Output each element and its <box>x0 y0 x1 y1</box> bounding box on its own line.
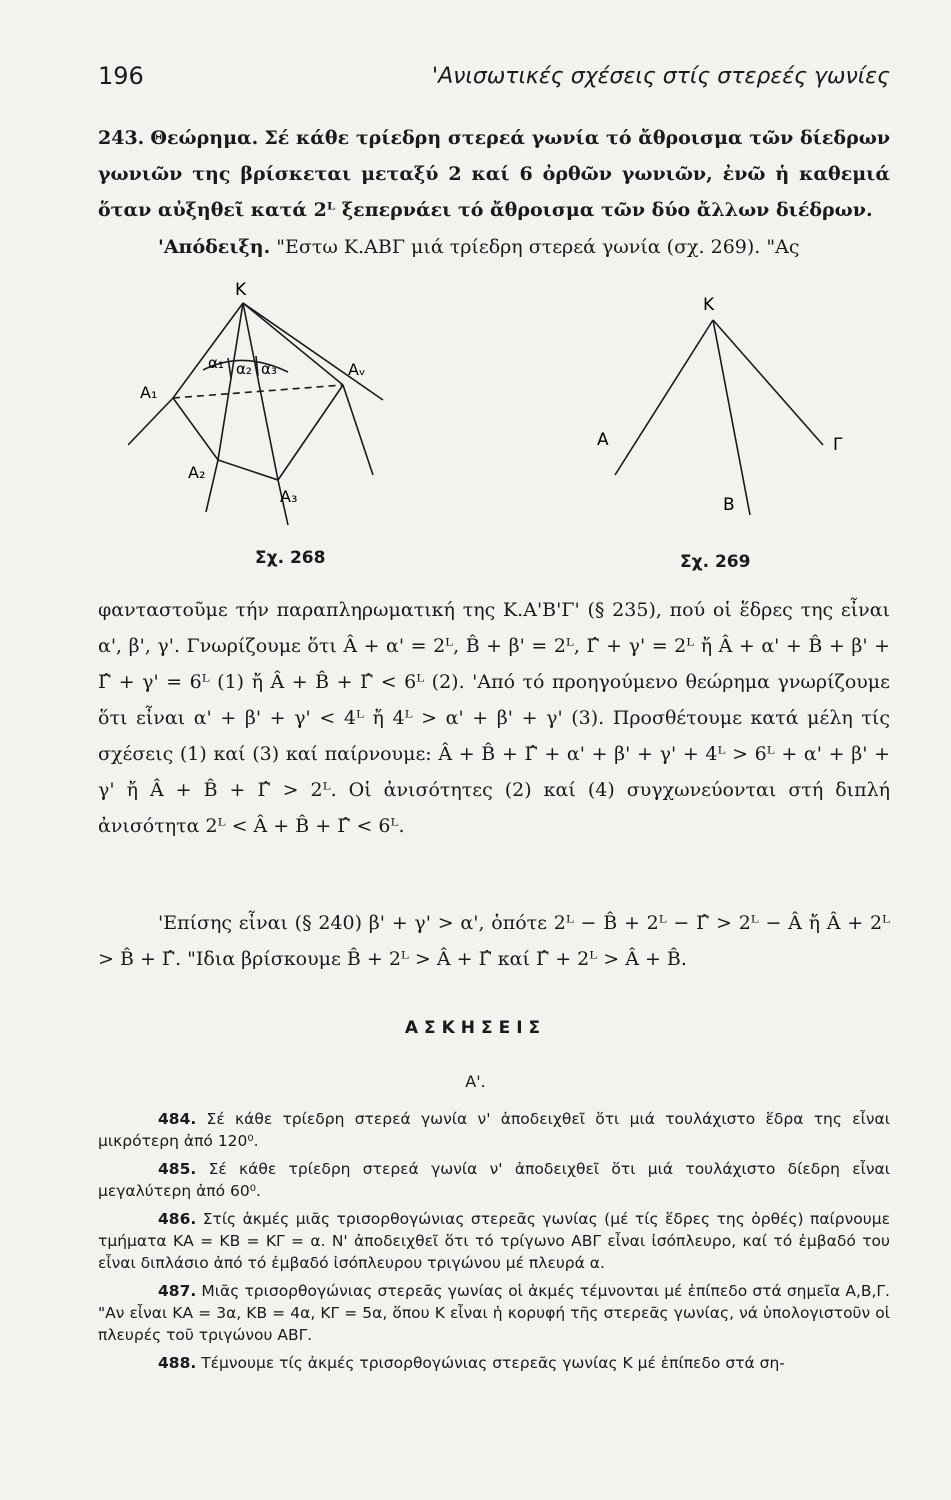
edge-a1-ext <box>128 398 173 445</box>
edge-k-a <box>615 320 713 475</box>
exercise-text: Σέ κάθε τρίεδρη στερεά γωνία ν' ἀποδειχθεῖ ὅτι μιά τουλάχιστο δίεδρη εἶναι μεγαλύτερη ἀπό 60⁰. <box>98 1160 890 1200</box>
hidden-edge <box>173 385 343 398</box>
exercise-text: Μιᾶς τρισορθογώνιας στερεᾶς γωνίας οἱ ἀκμές τέμνονται μέ ἐπίπεδο στά σημεῖα Α,Β,Γ. "Αν εἶναι ΚΑ = 3α, ΚΒ = 4α, ΚΓ = 5α, ὅπου Κ εἶναι ἡ κορυφή τῆς στερεᾶς γωνίας, νά ὑπολογιστοῦν οἱ πλευρές τοῦ τριγώνου ΑΒΓ. <box>98 1282 890 1344</box>
theorem-243 <box>98 120 890 228</box>
exercise-number: 486. <box>158 1210 197 1228</box>
proof-label: 'Απόδειξη. <box>158 236 271 258</box>
figure-269 <box>585 290 875 580</box>
running-title: 'Ανισωτικές σχέσεις στίς στερεές γωνίες <box>432 64 890 89</box>
exercise-number: 485. <box>158 1160 197 1178</box>
theorem-text: Σέ κάθε τρίεδρη στερεά γωνία τό ἄθροισμα τῶν δίεδρων γωνιῶν της βρίσκεται μεταξύ 2 καί 6 ὀρθῶν γωνιῶν, ἐνῶ ἡ καθεμιά ὅταν αὐξηθεῖ κατά 2ᴸ ξεπερνάει τό ἄθροισμα τῶν δύο ἄλλων διέδρων. <box>98 127 891 221</box>
label-k: K <box>235 280 247 300</box>
edge-k-b <box>713 320 750 515</box>
label-b: B <box>723 495 735 515</box>
proof-start <box>98 229 890 265</box>
page-header <box>98 62 890 102</box>
edge-a2-ext <box>206 460 218 512</box>
caption-269: Σχ. 269 <box>680 552 751 572</box>
exercise-text: Τέμνουμε τίς ἀκμές τρισορθογώνιας στερεᾶς γωνίας Κ μέ ἐπίπεδο στά ση- <box>201 1354 785 1372</box>
exercise-item <box>98 1280 890 1346</box>
exercise-item <box>98 1208 890 1274</box>
figure-268 <box>128 280 398 580</box>
section-subtitle: Α'. <box>465 1072 486 1091</box>
label-g: Γ <box>833 435 843 455</box>
exercise-item <box>98 1108 890 1152</box>
section-title: ΑΣΚΗΣΕΙΣ <box>404 1018 547 1038</box>
label-alpha2: α₂ <box>236 360 252 378</box>
proof-paragraph-2: 'Επίσης εἶναι (§ 240) β' + γ' > α', ὁπότε 2ᴸ − B̂ + 2ᴸ − Γ̂ > 2ᴸ − Â ἤ Â + 2ᴸ > B̂ + Γ̂. "Ιδια βρίσκουμε B̂ + 2ᴸ > Â + Γ̂ καί Γ̂ + 2ᴸ > Â + B̂. <box>98 912 890 970</box>
exercise-text: Σέ κάθε τρίεδρη στερεά γωνία ν' ἀποδειχθεῖ ὅτι μιά τουλάχιστο ἕδρα της εἶναι μικρότερη ἀπό 120⁰. <box>98 1110 890 1150</box>
edge-k-g <box>713 320 823 445</box>
label-alpha1: α₁ <box>208 354 224 372</box>
label-alpha3: α₃ <box>261 360 277 378</box>
label-a1: A₁ <box>140 383 158 402</box>
exercise-text: Στίς ἀκμές μιᾶς τρισορθογώνιας στερεᾶς γωνίας (μέ τίς ἕδρες της ὀρθές) παίρνουμε τμήματα ΚΑ = ΚΒ = ΚΓ = α. Ν' ἀποδειχθεῖ ὅτι τό τρίγωνο ΑΒΓ εἶναι ἰσόπλευρο, καί τό ἐμβαδό του εἶναι διπλάσιο ἀπό τό ἐμβαδό ἰσόπλευρου τριγώνου μέ πλευρά α. <box>98 1210 890 1272</box>
edge-an-ext <box>343 385 373 475</box>
exercise-list <box>98 1108 890 1380</box>
proof-paragraph: φανταστοῦμε τήν παραπληρωματική της Κ.Α'Β'Γ' (§ 235), πού οἱ ἕδρες της εἶναι α', β', γ'. Γνωρίζουμε ὅτι Â + α' = 2ᴸ, B̂ + β' = 2ᴸ, Γ̂ + γ' = 2ᴸ ἤ Â + α' + B̂ + β' + Γ̂ + γ' = 6ᴸ (1) ἤ Â + B̂ + Γ̂ < 6ᴸ (2). 'Από τό προηγούμενο θεώρημα γνωρίζουμε ὅτι εἶναι α' + β' + γ' < 4ᴸ ἤ 4ᴸ > α' + β' + γ' (3). Προσθέτουμε κατά μέλη τίς σχέσεις (1) καί (3) καί παίρνουμε: Â + B̂ + Γ̂ + α' + β' + γ' + 4ᴸ > 6ᴸ + α' + β' + γ' ἤ Â + B̂ + Γ̂ > 2ᴸ. Οἱ ἀνισότητες (2) καί (4) συγχωνεύονται στή διπλή ἀνισότητα 2ᴸ < Â + B̂ + Γ̂ < 6ᴸ. <box>98 599 890 837</box>
exercise-number: 484. <box>158 1110 197 1128</box>
caption-268: Σχ. 268 <box>255 548 326 568</box>
exercise-number: 487. <box>158 1282 197 1300</box>
edge-k-a2 <box>218 303 243 460</box>
page-number: 196 <box>98 62 144 90</box>
edge-k-ext <box>243 303 383 400</box>
label-k: K <box>703 295 715 315</box>
theorem-label: Θεώρημα. <box>150 127 259 149</box>
proof-text: "Εστω Κ.ΑΒΓ μιά τρίεδρη στερεά γωνία (σχ. 269). "Ας <box>276 236 800 258</box>
exercise-number: 488. <box>158 1354 197 1372</box>
label-a2: A₂ <box>188 463 206 482</box>
exercise-item <box>98 1352 890 1374</box>
label-an: Aᵥ <box>348 360 366 379</box>
edge-k-a1 <box>173 303 243 398</box>
exercise-item <box>98 1158 890 1202</box>
label-a3: A₃ <box>280 487 298 506</box>
theorem-number: 243. <box>98 127 145 149</box>
label-a: A <box>597 430 609 450</box>
